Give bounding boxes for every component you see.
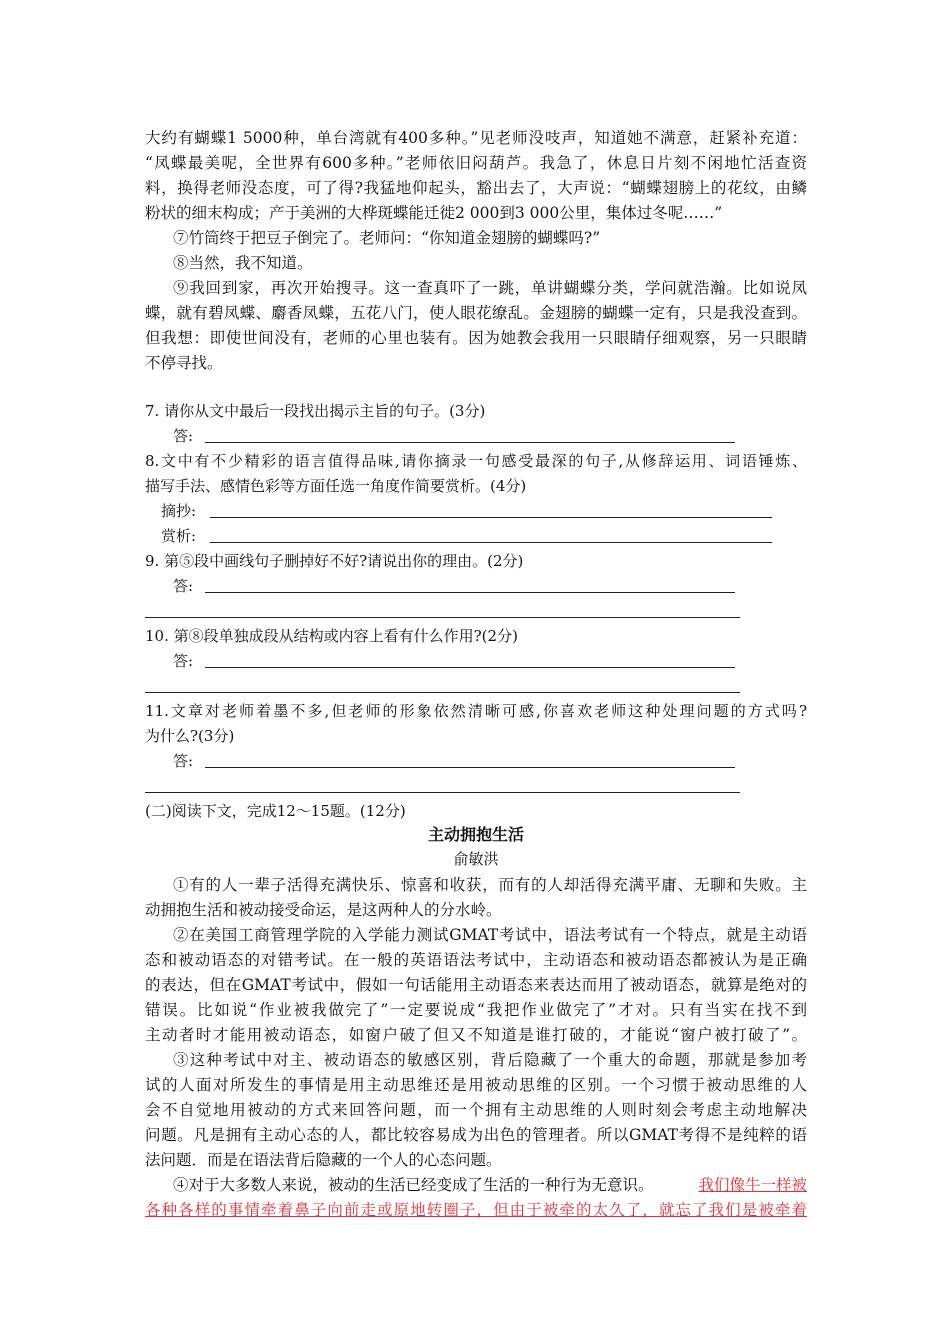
- text-line: 粉状的细末构成；产于美洲的大桦斑蝶能迁徙2 000到3 000公里，集体过冬呢……”: [145, 204, 723, 222]
- answer-line-10[interactable]: [205, 667, 735, 668]
- text-line: 的表达，但在GMAT考试中，假如一句话能用主动语态来表达而用了被动语态，就算是绝对的: [145, 976, 807, 994]
- text-line: 态和被动语态的对错考试。在一般的英语语法考试中，主动语态和被动语态都被认为是正确: [145, 951, 807, 969]
- text-line: 问题。凡是拥有主动心态的人，都比较容易成为出色的管理者。所以GMAT考得不是纯粹的语: [145, 1126, 807, 1144]
- excerpt-label: 摘抄:: [161, 502, 197, 520]
- paragraph-4: [173, 1174, 807, 1196]
- analysis-line[interactable]: [210, 542, 772, 543]
- text-line: 试的人面对所发生的事情是用主动思维还是用被动思维的区别。一个习惯于被动思维的人: [145, 1076, 807, 1094]
- answer-line-10b[interactable]: [145, 692, 740, 693]
- question-8: 8.文中有不少精彩的语言值得品味,请你摘录一句感受最深的句子,从修辞运用、词语锤炼、: [145, 452, 807, 470]
- paragraph-1: ①有的人一辈子活得充满快乐、惊喜和收获，而有的人却活得充满平庸、无聊和失败。主: [173, 876, 807, 894]
- text-line: 主动者时才能用被动语态，如窗户破了但又不知道是谁打破的，才能说“窗户被打破了”。: [145, 1026, 807, 1044]
- question-10: 10. 第⑧段单独成段从结构或内容上看有什么作用?(2分): [145, 627, 518, 645]
- question-11-cont: 为什么?(3分): [145, 727, 235, 745]
- text-span: ④对于大多数人来说，被动的生活已经变成了生活的一种行为无意识。: [173, 1176, 654, 1194]
- underlined-sentence-cont: 各种各样的事情牵着鼻子向前走或原地转圈子，但由于被牵的太久了，就忘了我们是被牵着: [145, 1201, 807, 1219]
- question-11: 11.文章对老师着墨不多,但老师的形象依然清晰可感,你喜欢老师这种处理问题的方式吗?: [145, 702, 807, 720]
- section-instruction: (二)阅读下文，完成12～15题。(12分): [145, 802, 406, 820]
- excerpt-line[interactable]: [210, 517, 772, 518]
- text-line: “凤蝶最美呢，全世界有600多种。”老师依旧闷葫芦。我急了，休息日片刻不闲地忙活查资: [145, 154, 807, 172]
- text-line: 会不自觉地用被动的方式来回答问题，而一个拥有主动思维的人则时刻会考虑主动地解决: [145, 1101, 807, 1119]
- text-line: 不停寻找。: [145, 354, 223, 372]
- article-title: 主动拥抱生活: [427, 825, 524, 844]
- answer-line-9[interactable]: [205, 592, 735, 593]
- text-line: 但我想：即使世间没有，老师的心里也装有。因为她教会我用一只眼睛仔细观察，另一只眼睛: [145, 329, 807, 347]
- text-line: 蝶，就有碧凤蝶、麝香凤蝶，五花八门，使人眼花缭乱。金翅膀的蝴蝶一定有，只是我没查到。: [145, 304, 807, 322]
- paragraph-3: ③这种考试中对主、被动语态的敏感区别，背后隐藏了一个重大的命题，那就是参加考: [173, 1051, 807, 1069]
- answer-line-9b[interactable]: [145, 617, 740, 618]
- text-line: 料，换得老师没态度，可了得?我猛地仰起头，豁出去了，大声说：“蝴蝶翅膀上的花纹，由鳞: [145, 179, 807, 197]
- article-author: 俞敏洪: [453, 850, 499, 868]
- underlined-sentence: 我们像牛一样被: [698, 1176, 807, 1194]
- question-7: 7. 请你从文中最后一段找出揭示主旨的句子。(3分): [145, 402, 486, 420]
- answer-label: 答:: [173, 427, 194, 445]
- answer-line-7[interactable]: [205, 442, 735, 443]
- text-line: 错误。比如说“作业被我做完了”一定要说成“我把作业做完了”才对。只有当实在找不到: [145, 1001, 807, 1019]
- text-line: 大约有蝴蝶1 5000种，单台湾就有400多种。”见老师没吱声，知道她不满意，赶紧补充道：: [145, 129, 807, 147]
- text-line: 法问题．而是在语法背后隐藏的一个人的心态问题。: [145, 1151, 502, 1169]
- answer-line-11[interactable]: [205, 767, 735, 768]
- analysis-label: 赏析:: [161, 527, 197, 545]
- answer-label: 答:: [173, 752, 194, 770]
- question-8-cont: 描写手法、感情色彩等方面任选一角度作简要赏析。(4分): [145, 477, 527, 495]
- answer-label: 答:: [173, 652, 194, 670]
- text-line: 动拥抱生活和被动接受命运，是这两种人的分水岭。: [145, 901, 502, 919]
- question-9: 9. 第⑤段中画线句子删掉好不好?请说出你的理由。(2分): [145, 552, 524, 570]
- paragraph-7: ⑦竹筒终于把豆子倒完了。老师问：“你知道金翅膀的蝴蝶吗?”: [173, 229, 601, 247]
- paragraph-8: ⑧当然，我不知道。: [173, 254, 313, 272]
- answer-label: 答:: [173, 577, 194, 595]
- answer-line-11b[interactable]: [145, 792, 740, 793]
- paragraph-2: ②在美国工商管理学院的入学能力测试GMAT考试中，语法考试有一个特点，就是主动语: [173, 926, 807, 944]
- paragraph-9: ⑨我回到家，再次开始搜寻。这一查真吓了一跳，单讲蝴蝶分类，学问就浩瀚。比如说凤: [173, 279, 807, 297]
